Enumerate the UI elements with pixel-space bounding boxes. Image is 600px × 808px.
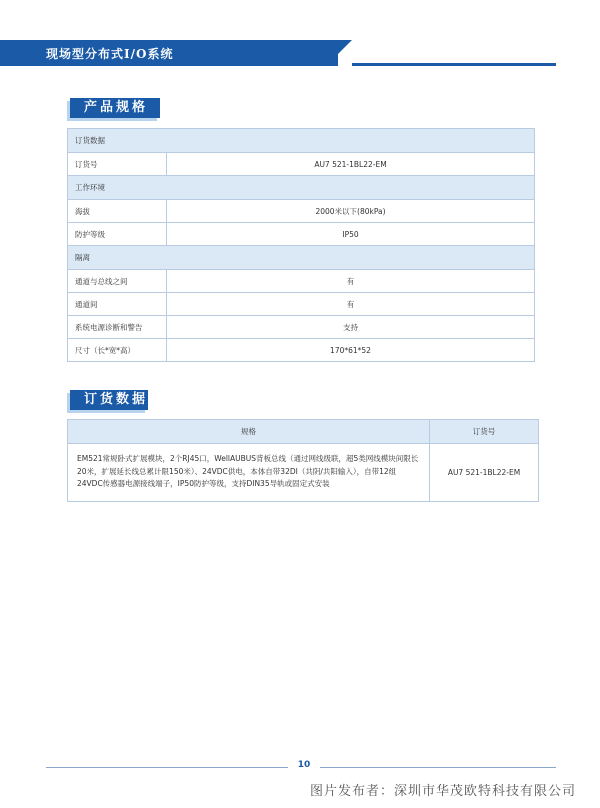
description-line: 20米，扩展延长线总累计限150米）、24VDC供电，本体自带32DI（共阴/共阳输入），自带12组 bbox=[77, 466, 397, 476]
spec-group-row bbox=[68, 176, 535, 200]
spec-value: IP50 bbox=[167, 223, 535, 246]
spec-row bbox=[68, 339, 535, 362]
description-line: EM521常规卧式扩展模块，2个RJ45口，WellAUBUS背板总线（通过网线级联，超5类网线模块间限长 bbox=[77, 454, 419, 463]
banner-corner bbox=[326, 40, 352, 66]
spec-group-label: 订货数据 bbox=[68, 129, 535, 153]
spec-value: AU7 521-1BL22-EM bbox=[167, 153, 535, 176]
spec-label: 通道间 bbox=[68, 293, 167, 316]
document-title: 现场型分布式I/O系统 bbox=[46, 47, 174, 61]
spec-label: 尺寸（长*宽*高） bbox=[68, 339, 167, 362]
spec-row bbox=[68, 200, 535, 223]
footer-rule-right bbox=[320, 767, 556, 768]
spec-value: 有 bbox=[167, 293, 535, 316]
spec-label: 海拔 bbox=[68, 200, 167, 223]
spec-label: 订货号 bbox=[68, 153, 167, 176]
order-table bbox=[67, 419, 539, 502]
spec-label: 通道与总线之间 bbox=[68, 270, 167, 293]
order-no-column-header: 订货号 bbox=[430, 420, 539, 444]
spec-section-title: 产品规格 bbox=[70, 98, 160, 118]
spec-group-label: 隔离 bbox=[68, 246, 535, 270]
spec-row bbox=[68, 293, 535, 316]
banner-rule bbox=[352, 63, 556, 66]
spec-column-header: 规格 bbox=[68, 420, 430, 444]
spec-value: 有 bbox=[167, 270, 535, 293]
header-banner bbox=[0, 40, 360, 66]
spec-value: 支持 bbox=[167, 316, 535, 339]
order-table-header bbox=[68, 420, 539, 444]
description-line: 24VDC传感器电源接线端子，IP50防护等级，支持DIN35导轨或固定式安装 bbox=[77, 479, 330, 488]
order-section-title: 订货数据 bbox=[70, 390, 148, 410]
spec-value: 170*61*52 bbox=[167, 339, 535, 362]
spec-row bbox=[68, 316, 535, 339]
order-description bbox=[68, 444, 430, 502]
spec-label: 防护等级 bbox=[68, 223, 167, 246]
publisher-watermark: 图片发布者：深圳市华茂欧特科技有限公司 bbox=[310, 784, 577, 799]
spec-row bbox=[68, 270, 535, 293]
spec-label: 系统电源诊断和警告 bbox=[68, 316, 167, 339]
spec-group-label: 工作环境 bbox=[68, 176, 535, 200]
spec-row bbox=[68, 223, 535, 246]
spec-group-row bbox=[68, 129, 535, 153]
spec-group-row bbox=[68, 246, 535, 270]
order-row bbox=[68, 444, 539, 502]
spec-table bbox=[67, 128, 535, 362]
order-number: AU7 521-1BL22-EM bbox=[430, 444, 539, 502]
footer-rule-left bbox=[46, 767, 288, 768]
spec-row bbox=[68, 153, 535, 176]
spec-value: 2000米以下(80kPa) bbox=[167, 200, 535, 223]
page-number: 10 bbox=[293, 760, 315, 770]
